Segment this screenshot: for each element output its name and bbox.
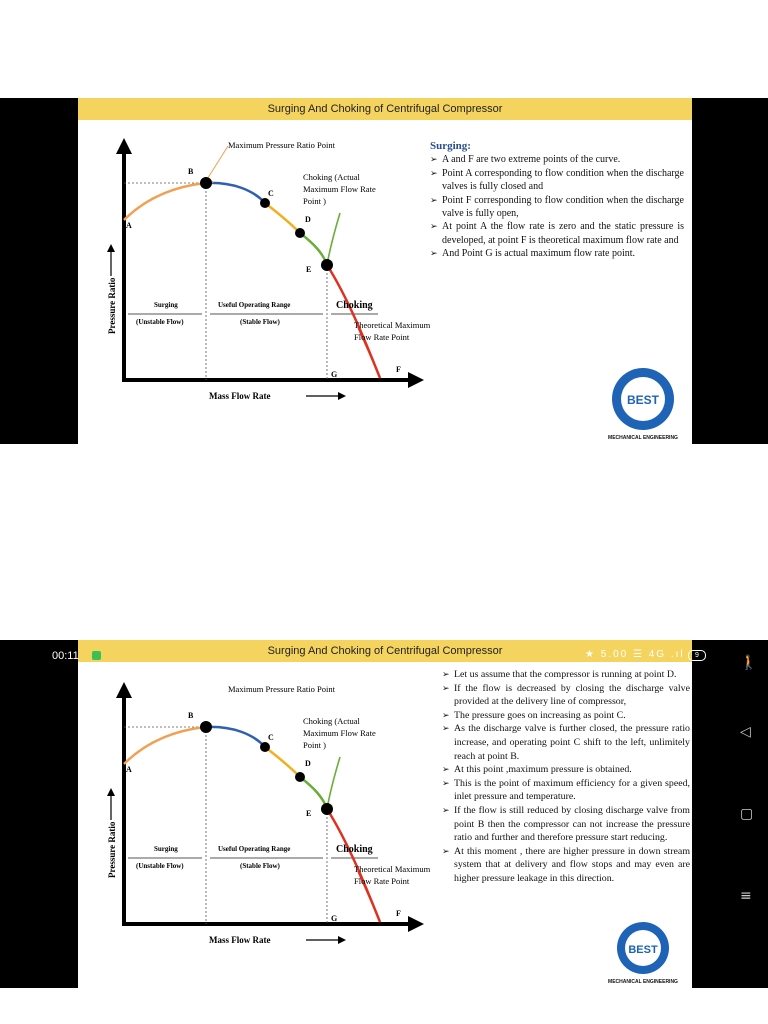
status-bar <box>0 640 768 672</box>
label-theoretical-2: Flow Rate Point <box>354 332 410 342</box>
logo-subtext: MECHANICAL ENGINEERING <box>608 435 678 441</box>
label-max-pressure: Maximum Pressure Ratio Point <box>228 684 335 694</box>
surging-bullet-list <box>430 153 684 260</box>
logo-text: BEST <box>628 944 658 956</box>
operation-notes <box>442 668 690 886</box>
label-point-d: D <box>305 215 311 224</box>
logo-subtext: MECHANICAL ENGINEERING <box>608 979 678 985</box>
surging-heading: Surging: <box>430 140 471 152</box>
list-item: ➢ As the discharge valve is further closed, the pressure ratio increase, and operating point C shift to the left, unlimitely reach at point B. <box>442 722 690 763</box>
best-logo <box>598 920 688 986</box>
slide-title: Surging And Choking of Centrifugal Compressor <box>78 640 692 662</box>
operation-bullet-list <box>442 668 690 886</box>
status-icons: ★ 5.00 ☰ 4G .ıl <box>585 649 685 660</box>
label-stable: (Stable Flow) <box>240 862 280 870</box>
list-item: ➢ A and F are two extreme points of the curve. <box>430 153 684 166</box>
curve-d-g-green <box>327 213 340 265</box>
curve-d-e <box>300 233 327 265</box>
recent-apps-icon[interactable]: ≡ <box>740 888 752 904</box>
label-choking: Choking <box>336 844 373 855</box>
label-theoretical-1: Theoretical Maximum <box>354 864 431 874</box>
curve-b-c <box>206 183 265 203</box>
label-choking: Choking <box>336 300 373 311</box>
label-choking-actual-1: Choking (Actual <box>303 172 360 182</box>
label-useful: Useful Operating Range <box>218 301 291 309</box>
label-stable: (Stable Flow) <box>240 318 280 326</box>
label-choking-actual-3: Point ) <box>303 740 326 750</box>
point-d <box>295 228 305 238</box>
battery-icon: 9 <box>688 650 706 661</box>
label-point-b: B <box>188 711 194 720</box>
x-axis-arrow <box>408 372 424 388</box>
label-choking-actual-3: Point ) <box>303 196 326 206</box>
point-b <box>200 177 212 189</box>
label-choking-actual-2: Maximum Flow Rate <box>303 728 376 738</box>
label-x-axis: Mass Flow Rate <box>209 391 271 401</box>
label-choking-actual-2: Maximum Flow Rate <box>303 184 376 194</box>
y-axis-arrow <box>116 138 132 154</box>
list-item: ➢ Point F corresponding to flow condition when the discharge valve is fully open, <box>430 194 684 221</box>
status-time: 00:11 <box>52 650 79 662</box>
label-surging: Surging <box>154 301 178 309</box>
label-theoretical-2: Flow Rate Point <box>354 876 410 886</box>
label-surging: Surging <box>154 845 178 853</box>
back-icon[interactable]: ◁ <box>740 724 751 740</box>
list-item: ➢ At point A the flow rate is zero and the static pressure is developed, at point F is theoretical maximum flow rate and <box>430 220 684 247</box>
label-point-f: F <box>396 909 401 918</box>
label-point-c: C <box>268 733 274 742</box>
point-c <box>260 198 270 208</box>
logo-text: BEST <box>626 393 660 407</box>
home-icon[interactable]: ▢ <box>740 806 754 822</box>
list-item: ➢ If the flow is decreased by closing the discharge valve provided at the delivery line of compressor, <box>442 682 690 709</box>
list-item: ➢ At this point ,maximum pressure is obtained. <box>442 763 690 777</box>
label-unstable: (Unstable Flow) <box>136 862 184 870</box>
label-x-axis: Mass Flow Rate <box>209 935 271 945</box>
label-point-e: E <box>306 809 312 818</box>
slide-top <box>78 98 692 444</box>
surging-notes <box>430 140 684 261</box>
list-item: ➢ At this moment , there are higher pressure in down stream system that at delivery and flow stops and may even are higher pressure leakage in this direction. <box>442 845 690 886</box>
label-point-g: G <box>331 370 338 379</box>
label-y-axis: Pressure Ratio <box>107 277 117 334</box>
label-point-g: G <box>331 914 338 923</box>
label-point-a: A <box>126 765 132 774</box>
label-point-d: D <box>305 759 311 768</box>
label-y-axis: Pressure Ratio <box>107 821 117 878</box>
label-point-c: C <box>268 189 274 198</box>
label-point-f: F <box>396 365 401 374</box>
best-logo <box>598 366 688 442</box>
label-point-a: A <box>126 221 132 230</box>
list-item: ➢ This is the point of maximum efficiency for a given speed, inlet pressure and temperature. <box>442 777 690 804</box>
accessibility-icon[interactable]: 🚶 <box>740 655 758 671</box>
list-item: ➢ Point A corresponding to flow condition when the discharge valves is fully closed and <box>430 167 684 194</box>
slide-title: Surging And Choking of Centrifugal Compressor <box>78 98 692 120</box>
list-item: ➢ And Point G is actual maximum flow rate point. <box>430 247 684 260</box>
curve-a-b <box>124 183 206 220</box>
label-point-b: B <box>188 167 194 176</box>
list-item: ➢ Let us assume that the compressor is running at point D. <box>442 668 690 682</box>
label-unstable: (Unstable Flow) <box>136 318 184 326</box>
list-item: ➢ The pressure goes on increasing as point C. <box>442 709 690 723</box>
label-point-e: E <box>306 265 312 274</box>
label-choking-actual-1: Choking (Actual <box>303 716 360 726</box>
curve-c-d <box>265 203 300 233</box>
label-theoretical-1: Theoretical Maximum <box>354 320 431 330</box>
label-useful: Useful Operating Range <box>218 845 291 853</box>
list-item: ➢ If the flow is still reduced by closing discharge valve from point B then the compressor can not increase the pressure ratio and further and therefore pressure start reducing. <box>442 804 690 845</box>
label-max-pressure: Maximum Pressure Ratio Point <box>228 140 335 150</box>
recording-icon <box>92 651 101 660</box>
point-e <box>321 259 333 271</box>
